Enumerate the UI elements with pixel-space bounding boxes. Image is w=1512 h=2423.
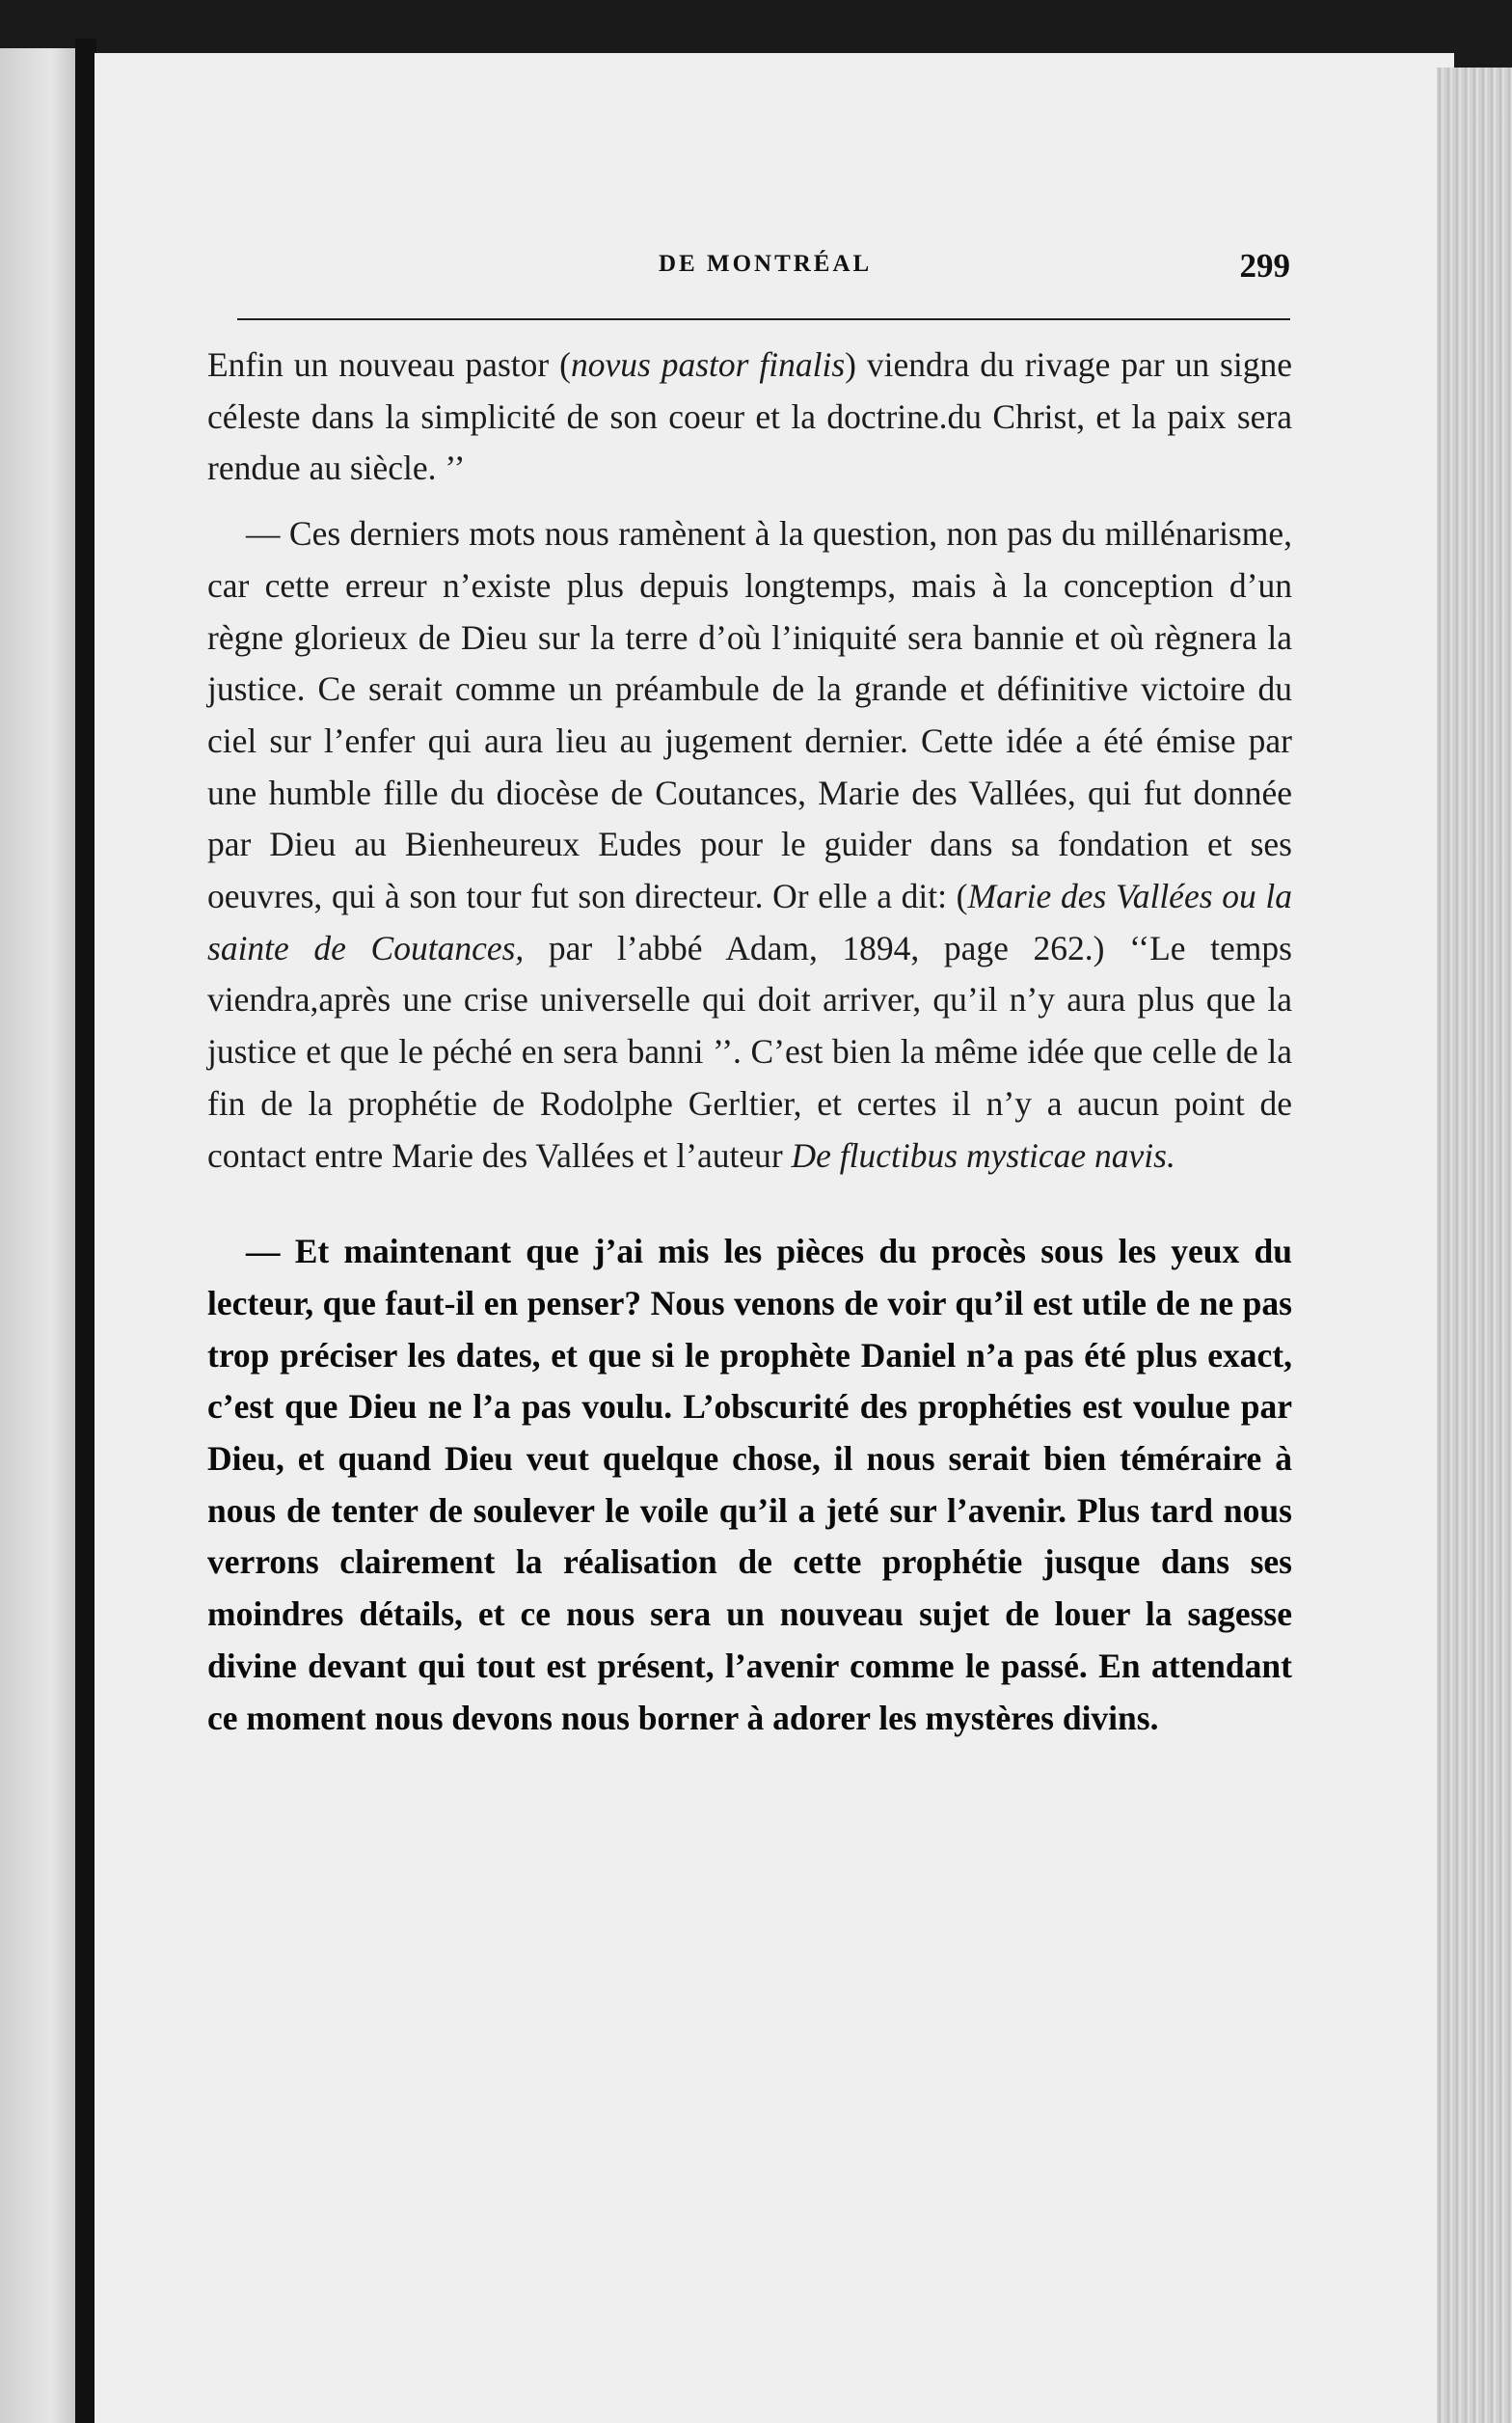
paragraph-2: [207, 508, 1292, 1182]
left-page-edge: [0, 48, 85, 2423]
running-head: DE MONTRÉAL: [659, 251, 873, 277]
paragraph-1: [207, 340, 1292, 495]
paragraph-1-text: Enfin un nouveau pastor (: [207, 345, 571, 384]
paragraph-1-text-end: ) viendra du rivage par un signe céleste dans la simplicité de son coeur et la doctrine.du Christ, et la paix sera rendue au siècle. ’’: [207, 345, 1292, 488]
paragraph-2-text-mid: par l’abbé Adam, 1894, page 262.) ‘‘Le temps viendra,après une crise universelle qui doit arriver, qu’il n’y aura plus que la justice et que le péché en sera banni ’’. C’est bien la même idée que celle de la fin de la prophétie de Rodolphe Gerltier, et certes il n’y a aucun point de contact entre Marie des Vallées et l’auteur: [207, 928, 1292, 1175]
page-stack-edge: [1437, 68, 1512, 2423]
paragraph-3-text: — Et maintenant que j’ai mis les pièces du procès sous les yeux du lecteur, que faut-il en penser? Nous venons de voir qu’il est utile de ne pas trop préciser les dates, et que si le prophète Daniel n’a pas été plus exact, c’est que Dieu ne l’a pas voulu. L’obscurité des prophéties est voulue par Dieu, et quand Dieu veut quelque chose, il nous serait bien téméraire à nous de tenter de soulever le voile qu’il a jeté sur l’avenir. Plus tard nous verrons clairement la réalisation de cette prophétie jusque dans ses moindres détails, et ce nous sera un nouveau sujet de louer la sagesse divine devant qui tout est présent, l’avenir comme le passé. En attendant ce moment nous devons nous borner à adorer les mystères divins.: [207, 1232, 1292, 1737]
paragraph-gap: [207, 1182, 1292, 1226]
page-header: [143, 243, 1290, 301]
paragraph-2-citation-title: Marie des Vallées ou la sainte de Coutances,: [207, 877, 1292, 967]
binding-gutter: [75, 39, 96, 2423]
paragraph-2-work-title: De fluctibus mysticae navis.: [791, 1135, 1175, 1175]
paragraph-3: [207, 1226, 1292, 1744]
page-number: 299: [1239, 247, 1290, 285]
header-rule: [237, 318, 1290, 320]
paragraph-1-italic: novus pastor finalis: [570, 345, 846, 384]
page-body: [207, 340, 1292, 1744]
paragraph-2-text: — Ces derniers mots nous ramènent à la question, non pas du millénarisme, car cette erreur n’existe plus depuis longtemps, mais à la conception d’un règne glorieux de Dieu sur la terre d’où l’iniquité sera bannie et où règnera la justice. Ce serait comme un préambule de la grande et définitive victoire du ciel sur l’enfer qui aura lieu au jugement dernier. Cette idée a été émise par une humble fille du diocèse de Coutances, Marie des Vallées, qui fut donnée par Dieu au Bienheureux Eudes pour le guider dans sa fondation et ses oeuvres, qui à son tour fut son directeur. Or elle a dit: (: [207, 514, 1292, 916]
